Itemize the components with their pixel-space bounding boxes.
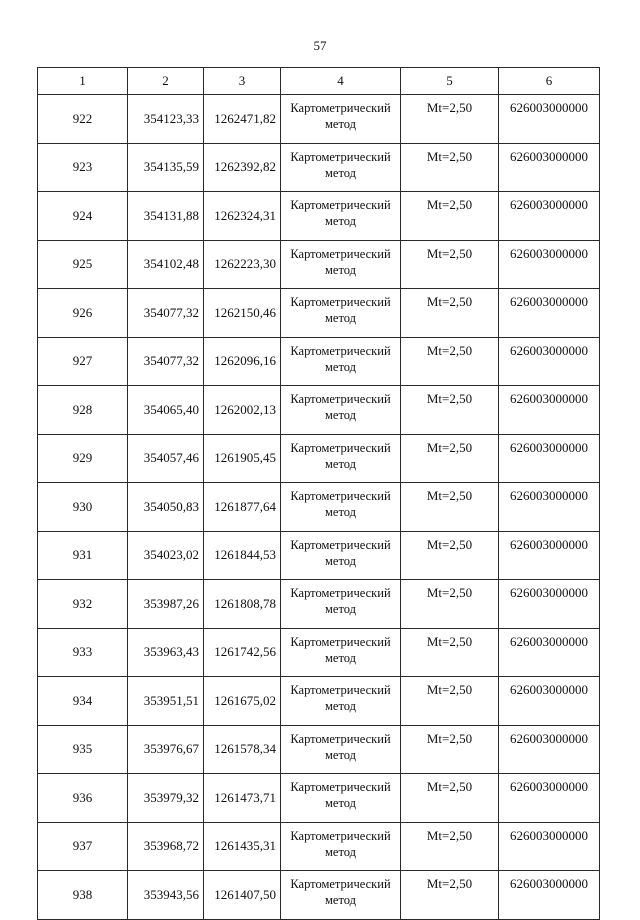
x-coordinate-cell: 354077,32 [128,337,204,386]
point-number-cell: 928 [38,386,128,435]
accuracy-cell: Mt=2,50 [401,95,499,144]
x-coordinate-cell: 353979,32 [128,774,204,823]
method-cell [281,483,401,532]
table-row [38,240,600,289]
method-line-2: метод [324,214,356,228]
code-cell: 626003000000 [499,628,600,677]
y-coordinate-cell: 1261742,56 [204,628,281,677]
code-cell: 626003000000 [499,531,600,580]
method-cell [281,434,401,483]
point-number-cell: 929 [38,434,128,483]
column-header-4: 4 [281,68,401,95]
table-row [38,774,600,823]
x-coordinate-cell: 354123,33 [128,95,204,144]
method-cell [281,531,401,580]
code-cell: 626003000000 [499,483,600,532]
method-line-1: Картометрический [290,731,391,746]
x-coordinate-cell: 353951,51 [128,677,204,726]
y-coordinate-cell: 1262392,82 [204,143,281,192]
point-number-cell: 931 [38,531,128,580]
table-body [38,95,600,920]
method-line-2: метод [324,408,356,422]
code-cell: 626003000000 [499,774,600,823]
y-coordinate-cell: 1262096,16 [204,337,281,386]
code-cell: 626003000000 [499,822,600,871]
point-number-cell: 932 [38,580,128,629]
accuracy-cell: Mt=2,50 [401,628,499,677]
point-number-cell: 930 [38,483,128,532]
method-cell [281,192,401,241]
column-header-2: 2 [128,68,204,95]
accuracy-cell: Mt=2,50 [401,192,499,241]
code-cell: 626003000000 [499,95,600,144]
y-coordinate-cell: 1262324,31 [204,192,281,241]
x-coordinate-cell: 354057,46 [128,434,204,483]
column-header-1: 1 [38,68,128,95]
table-row [38,580,600,629]
column-header-6: 6 [499,68,600,95]
page-number: 57 [313,38,327,53]
x-coordinate-cell: 353968,72 [128,822,204,871]
method-line-1: Картометрический [290,489,391,503]
method-line-1: Картометрический [290,149,391,164]
point-number-cell: 927 [38,337,128,386]
method-line-2: метод [324,165,356,180]
method-line-1: Картометрический [290,343,391,358]
method-line-2: метод [324,456,356,471]
method-line-2: метод [324,796,356,810]
method-cell [281,580,401,629]
column-header-5: 5 [401,68,499,95]
method-cell [281,95,401,144]
method-line-1: Картометрический [290,392,391,406]
y-coordinate-cell: 1261877,64 [204,483,281,532]
method-line-1: Картометрический [290,780,391,794]
method-cell [281,677,401,726]
method-line-2: метод [324,893,356,907]
point-number-cell: 922 [38,95,128,144]
table-row [38,95,600,144]
table-row [38,289,600,338]
method-line-2: метод [324,553,356,568]
method-line-1: Картометрический [290,295,391,309]
x-coordinate-cell: 354050,83 [128,483,204,532]
code-cell: 626003000000 [499,289,600,338]
accuracy-cell: Mt=2,50 [401,143,499,192]
accuracy-cell: Mt=2,50 [401,531,499,580]
code-cell: 626003000000 [499,871,600,920]
y-coordinate-cell: 1261808,78 [204,580,281,629]
y-coordinate-cell: 1261844,53 [204,531,281,580]
y-coordinate-cell: 1261578,34 [204,725,281,774]
x-coordinate-cell: 353976,67 [128,725,204,774]
accuracy-cell: Mt=2,50 [401,483,499,532]
code-cell: 626003000000 [499,143,600,192]
code-cell: 626003000000 [499,677,600,726]
code-cell: 626003000000 [499,434,600,483]
method-line-1: Картометрический [290,683,391,697]
accuracy-cell: Mt=2,50 [401,580,499,629]
y-coordinate-cell: 1261407,50 [204,871,281,920]
accuracy-cell: Mt=2,50 [401,240,499,289]
x-coordinate-cell: 354077,32 [128,289,204,338]
point-number-cell: 938 [38,871,128,920]
point-number-cell: 925 [38,240,128,289]
accuracy-cell: Mt=2,50 [401,434,499,483]
point-number-cell: 923 [38,143,128,192]
table-row [38,483,600,532]
method-line-2: метод [324,844,356,859]
method-cell [281,725,401,774]
method-line-1: Картометрический [290,101,391,115]
method-cell [281,628,401,677]
table-row [38,822,600,871]
x-coordinate-cell: 353963,43 [128,628,204,677]
accuracy-cell: Mt=2,50 [401,677,499,726]
method-cell [281,386,401,435]
accuracy-cell: Mt=2,50 [401,871,499,920]
y-coordinate-cell: 1261435,31 [204,822,281,871]
method-line-1: Картометрический [290,586,391,600]
method-line-2: метод [324,602,356,616]
y-coordinate-cell: 1262223,30 [204,240,281,289]
method-cell [281,240,401,289]
point-number-cell: 924 [38,192,128,241]
y-coordinate-cell: 1262471,82 [204,95,281,144]
point-number-cell: 936 [38,774,128,823]
code-cell: 626003000000 [499,192,600,241]
method-line-2: метод [324,359,356,374]
method-line-2: метод [324,311,356,325]
method-cell [281,871,401,920]
method-line-1: Картометрический [290,537,391,552]
table-row [38,143,600,192]
method-line-2: метод [324,699,356,713]
code-cell: 626003000000 [499,337,600,386]
y-coordinate-cell: 1261473,71 [204,774,281,823]
point-number-cell: 935 [38,725,128,774]
accuracy-cell: Mt=2,50 [401,822,499,871]
code-cell: 626003000000 [499,240,600,289]
accuracy-cell: Mt=2,50 [401,386,499,435]
table-row [38,192,600,241]
table-row [38,434,600,483]
method-cell [281,289,401,338]
method-line-2: метод [324,505,356,519]
x-coordinate-cell: 354065,40 [128,386,204,435]
coordinates-table [37,67,600,920]
table-row [38,871,600,920]
method-line-2: метод [324,262,356,277]
y-coordinate-cell: 1261905,45 [204,434,281,483]
method-line-2: метод [324,747,356,762]
point-number-cell: 934 [38,677,128,726]
accuracy-cell: Mt=2,50 [401,337,499,386]
x-coordinate-cell: 353943,56 [128,871,204,920]
x-coordinate-cell: 354135,59 [128,143,204,192]
method-line-1: Картометрический [290,877,391,891]
y-coordinate-cell: 1262002,13 [204,386,281,435]
point-number-cell: 937 [38,822,128,871]
table-row [38,628,600,677]
accuracy-cell: Mt=2,50 [401,725,499,774]
accuracy-cell: Mt=2,50 [401,289,499,338]
method-line-1: Картометрический [290,440,391,455]
method-line-1: Картометрический [290,634,391,649]
table-row [38,677,600,726]
method-line-1: Картометрический [290,198,391,212]
y-coordinate-cell: 1262150,46 [204,289,281,338]
point-number-cell: 933 [38,628,128,677]
code-cell: 626003000000 [499,386,600,435]
column-header-3: 3 [204,68,281,95]
method-line-2: метод [324,650,356,665]
table-row [38,531,600,580]
method-line-1: Картометрический [290,828,391,843]
table-row [38,725,600,774]
method-cell [281,774,401,823]
y-coordinate-cell: 1261675,02 [204,677,281,726]
method-line-1: Картометрический [290,246,391,261]
method-cell [281,143,401,192]
x-coordinate-cell: 354131,88 [128,192,204,241]
code-cell: 626003000000 [499,580,600,629]
table-header-row [38,68,600,95]
table-row [38,337,600,386]
method-cell [281,822,401,871]
code-cell: 626003000000 [499,725,600,774]
method-line-2: метод [324,117,356,131]
point-number-cell: 926 [38,289,128,338]
table-row [38,386,600,435]
method-cell [281,337,401,386]
accuracy-cell: Mt=2,50 [401,774,499,823]
x-coordinate-cell: 354023,02 [128,531,204,580]
x-coordinate-cell: 354102,48 [128,240,204,289]
x-coordinate-cell: 353987,26 [128,580,204,629]
